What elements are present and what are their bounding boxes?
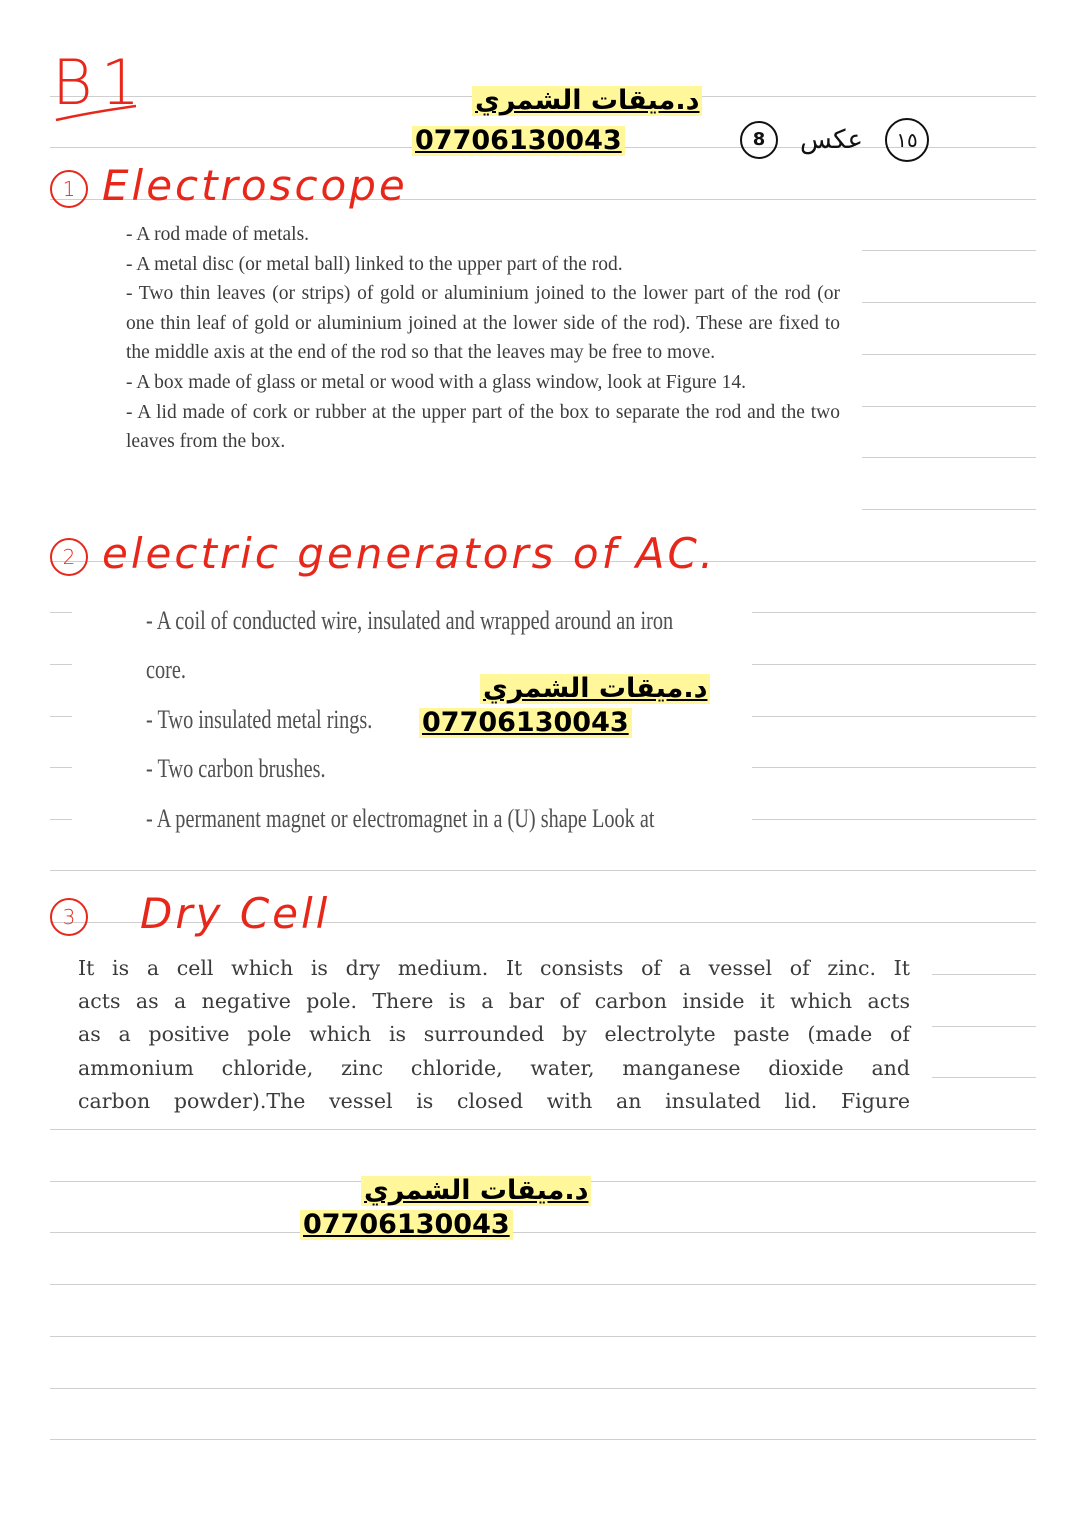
rule-line (50, 870, 1036, 871)
rule-line (50, 664, 72, 665)
section-1-heading (50, 160, 408, 212)
rule-line (752, 819, 1036, 820)
rule-line (50, 1439, 1036, 1440)
contact-phone: 07706130043 (300, 1210, 513, 1240)
rule-line (50, 1232, 1036, 1233)
section-1-number: 1 (50, 170, 88, 208)
section-1-title: Electroscope (102, 161, 408, 210)
circled-number-left: 8 (740, 121, 778, 159)
top-note (740, 118, 929, 162)
rule-line (752, 612, 1036, 613)
rule-line (50, 716, 72, 717)
rule-line (50, 819, 72, 820)
rule-line (862, 354, 1036, 355)
section-2-title: electric generators of AC. (102, 529, 717, 578)
text-line: - Two carbon brushes. (146, 754, 326, 784)
text-line: - A permanent magnet or electromagnet in a (U) shape Look at (146, 803, 655, 833)
rule-line (932, 1077, 1036, 1078)
section-2-number: 2 (50, 538, 88, 576)
page-label-underline (52, 104, 142, 124)
text-line: - A lid made of cork or rubber at the upper part of the box to separate the rod and the two leaves from the box. (126, 401, 840, 453)
section-3-title: Dry Cell (140, 889, 331, 938)
text-line: ammonium chloride, zinc chloride, water, manganese dioxide and (78, 1055, 910, 1080)
rule-line (50, 612, 72, 613)
text-line: core. (146, 655, 186, 685)
circled-number-right: ١٥ (885, 118, 929, 162)
rule-line (752, 767, 1036, 768)
rule-line (50, 1336, 1036, 1337)
text-line: It is a cell which is dry medium. It consists of a vessel of zinc. It (78, 956, 910, 980)
page-label: B1 (52, 46, 149, 119)
rule-line (862, 406, 1036, 407)
text-line: - Two insulated metal rings. (146, 704, 373, 734)
text-line: - A box made of glass or metal or wood with a glass window, look at Figure 14. (126, 371, 746, 393)
text-line: - A metal disc (or metal ball) linked to the upper part of the rod. (126, 253, 623, 275)
text-line: - Two thin leaves (or strips) of gold or aluminium joined to the lower part of the rod (or one thin leaf of gold or aluminium joined at the lower side of the rod). These are fixed to the middle axis at the end of the rod so that the leaves may be free to move. (126, 283, 840, 364)
text-line: carbon powder).The vessel is closed with an insulated lid. Figure (78, 1088, 910, 1113)
contact-phone: 07706130043 (419, 708, 632, 738)
contact-name: د.ميقات الشمري (472, 86, 702, 116)
section-3-number: 3 (50, 898, 88, 936)
rule-line (50, 767, 72, 768)
contact-name: د.ميقات الشمري (480, 674, 710, 704)
rule-line (50, 1129, 1036, 1130)
section-1-body (126, 220, 840, 457)
rule-line (752, 716, 1036, 717)
contact-name: د.ميقات الشمري (361, 1176, 591, 1206)
rule-line (50, 1284, 1036, 1285)
contact-phone: 07706130043 (412, 126, 625, 156)
text-line: - A rod made of metals. (126, 224, 310, 245)
rule-line (752, 664, 1036, 665)
text-line: as a positive pole which is surrounded by electrolyte paste (made of (78, 1022, 910, 1047)
rule-line (862, 509, 1036, 510)
note-word: عكس (800, 125, 864, 155)
section-3-heading (50, 888, 330, 940)
rule-line (862, 302, 1036, 303)
section-2-heading (50, 528, 716, 580)
rule-line (862, 457, 1036, 458)
rule-line (932, 974, 1036, 975)
text-line: acts as a negative pole. There is a bar of carbon inside it which acts (78, 989, 910, 1014)
section-3-body (78, 952, 910, 1118)
rule-line (50, 1388, 1036, 1389)
rule-line (932, 1026, 1036, 1027)
text-line: - A coil of conducted wire, insulated and wrapped around an iron (146, 606, 674, 635)
rule-line (862, 250, 1036, 251)
